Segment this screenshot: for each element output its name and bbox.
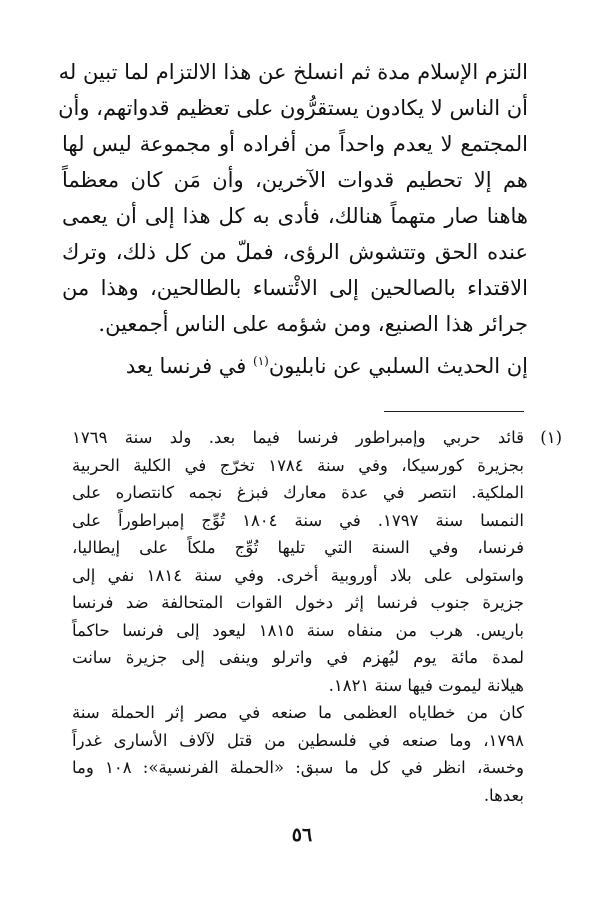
footnote-line: هيلانة ليموت فيها سنة ١٨٢١. (328, 675, 524, 695)
text-line: أن الناس لا يكادون يستقرُّون على تعظيم قدواتهم، وأن (58, 96, 528, 120)
footnote-separator (384, 411, 524, 412)
text-before-reference: إن الحديث السلبي عن نابليون (268, 354, 528, 378)
footnote-line (72, 424, 562, 452)
text-line: المجتمع لا يعدم واحداً من أفراده أو مجموعة ليس لها (62, 132, 528, 156)
footnote-line: الملكية. انتصر في عدة معارك فبزغ نجمه كانتصاره على (72, 483, 524, 502)
text-line: هم إلا تحطيم قدوات الآخرين، وأن مَن كان معظماً (62, 168, 528, 192)
footnote-line: بجزيرة كورسيكا، وفي سنة ١٧٨٤ تخرّج في الكلية الحربية (72, 455, 524, 475)
footnote-line: بعدها. (483, 785, 524, 805)
footnote-reference[interactable]: (١) (253, 354, 269, 368)
footnote-line: فرنسا، وفي السنة التي تليها تُوِّج ملكاً على إيطاليا، (72, 538, 524, 557)
footnote-line: واستولى على بلاد أوروبية أخرى. وفي سنة ١٨١٤ نفي إلى (72, 565, 524, 585)
footnote-line: ١٧٩٨، وما صنعه في فلسطين من قتل لآلاف الأسارى غدراً (72, 730, 524, 750)
text-line: التزم الإسلام مدة ثم انسلخ عن هذا الالتزام لما تبين له (58, 60, 528, 84)
text-line: عنده الحق وتتشوش الرؤى، فملّ من كل ذلك، وترك (62, 240, 528, 264)
second-paragraph (62, 348, 528, 384)
text-after-reference: في فرنسا يعد (125, 354, 253, 378)
footnote-line: وخسة، انظر في كل ما سبق: «الحملة الفرنسية»: ١٠٨ وما (72, 758, 524, 777)
footnote-line: لمدة مائة يوم ليُهزم في واترلو وينفى إلى جزيرة سانت (72, 648, 524, 667)
footnote-marker: (١) (540, 428, 562, 447)
text-line: الاقتداء بالصالحين إلى الائْتساء بالطالحين، وهذا من (62, 276, 528, 300)
footnote-line: باريس. هرب من منفاه سنة ١٨١٥ ليعود إلى فرنسا حاكماً (72, 620, 524, 640)
text-line: هاهنا صار متهماً هنالك، فأدى به كل هذا إلى أن يعمى (62, 204, 528, 228)
footnote-line-text: قائد حربي وإمبراطور فرنسا فيما بعد. ولد سنة ١٧٦٩ (72, 428, 524, 447)
text-line: جرائر هذا الصنيع، ومن شؤمه على الناس أجمعين. (98, 312, 528, 336)
main-paragraph (58, 54, 528, 342)
footnote-line: النمسا سنة ١٧٩٧. في سنة ١٨٠٤ تُوِّج إمبراطوراً على (72, 510, 524, 530)
footnote-line: جزيرة جنوب فرنسا إثر دخول القوات المتحالفة ضد فرنسا (72, 593, 524, 612)
footnote-line: كان من خطاياه العظمى ما صنعه في مصر إثر الحملة سنة (72, 703, 524, 722)
text-line (62, 348, 528, 384)
footnote-block (72, 424, 562, 809)
page-number: ٥٦ (291, 824, 313, 846)
